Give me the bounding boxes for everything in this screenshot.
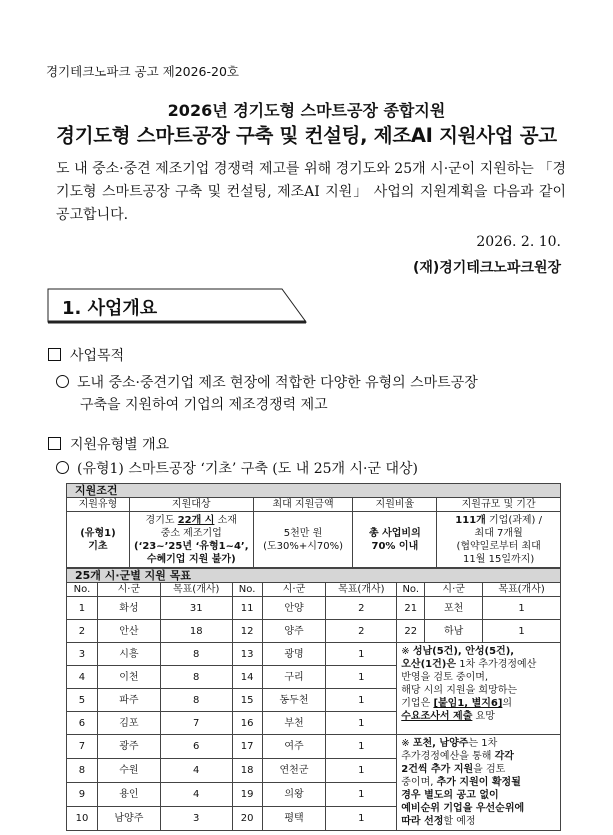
overview-subheading: (유형1) 스마트공장 ‘기초’ 구축 (도 내 25개 시·군 대상) <box>56 458 418 480</box>
goals-table <box>66 568 561 831</box>
header-cell: 지원규모 및 기간 <box>437 498 561 512</box>
table-row: 9 용인 4 19 의왕 1 <box>67 783 561 807</box>
circle-bullet-icon <box>56 461 69 474</box>
announcement-date: 2026. 2. 10. <box>476 234 561 250</box>
note-1: ※ 성남(5건), 안성(5건), 오산(1건)은 1차 추가경정예산 반영을 검토 중이며, 해당 시의 지원을 희망하는 기업은 [붙임1, 별지6]의 수요조사서 제출 요망 <box>397 643 561 735</box>
header-cell: 지원유형 <box>67 498 130 512</box>
circle-bullet-icon <box>56 375 69 388</box>
page-title: 경기도형 스마트공장 구축 및 컨설팅, 제조AI 지원사업 공고 <box>56 124 557 147</box>
conditions-table <box>66 483 561 568</box>
table-row: 6 김포 7 16 부천 1 <box>67 712 561 735</box>
section-title: 1. 사업개요 <box>62 298 158 319</box>
issuer: (재)경기테크노파크원장 <box>412 260 561 276</box>
support-target-cell: 경기도 22개 시 소재 중소 제조기업 (‘23~’25년 ‘유형1~4’, 수혜기업 지원 불가) <box>129 512 253 568</box>
table-row: 8 수원 4 18 연천군 1 <box>67 759 561 783</box>
header-cell: No. <box>67 583 98 597</box>
conditions-title: 지원조건 <box>67 484 561 498</box>
header-cell: No. <box>397 583 425 597</box>
header-cell: No. <box>232 583 262 597</box>
table-row: 7 광주 6 17 여주 1 ※ 포천, 남양주는 1차 추가경정예산을 통해 각각 2건씩 추가 지원을 검토 중이며, 추가 지원이 확정될 경우 별도의 공고 없이 예비순위 기업을 우선순위에 따라 선정할 예정 <box>67 735 561 759</box>
note-2: ※ 포천, 남양주는 1차 추가경정예산을 통해 각각 2건씩 추가 지원을 검토 중이며, 추가 지원이 확정될 경우 별도의 공고 없이 예비순위 기업을 우선순위에 따라 선정할 예정 <box>397 735 561 831</box>
header-cell: 지원비율 <box>353 498 437 512</box>
table-row: 5 파주 8 15 동두천 1 <box>67 689 561 712</box>
support-ratio-cell: 총 사업비의 70% 이내 <box>353 512 437 568</box>
header-cell: 지원대상 <box>129 498 253 512</box>
table-row: 1 화성 31 11 안양 2 21 포천 1 <box>67 597 561 620</box>
header-cell: 시·군 <box>425 583 483 597</box>
section-header <box>46 288 308 324</box>
header-cell: 시·군 <box>97 583 160 597</box>
max-amount-cell: 5천만 원 (도30%+시70%) <box>253 512 353 568</box>
header-cell: 목표(개사) <box>483 583 561 597</box>
header-cell: 목표(개사) <box>326 583 397 597</box>
table-row: 4 이천 8 14 구리 1 <box>67 666 561 689</box>
purpose-heading: 사업목적 <box>48 345 124 365</box>
intro-paragraph: 도 내 중소·중견 제조기업 경쟁력 제고를 위해 경기도와 25개 시·군이 지원하는 「경기도형 스마트공장 구축 및 컨설팅, 제조AI 지원」 사업의 지원계획을 다음과 같이 공고합니다. <box>56 161 566 223</box>
table-row: 2 안산 18 12 양주 2 22 하남 1 <box>67 620 561 643</box>
square-bullet-icon <box>48 348 61 361</box>
scale-period-cell: 111개 기업(과제) / 최대 7개월 (협약일로부터 최대 11월 15일까지) <box>437 512 561 568</box>
header-cell: 최대 지원금액 <box>253 498 353 512</box>
square-bullet-icon <box>48 437 61 450</box>
overview-heading: 지원유형별 개요 <box>48 434 169 454</box>
header-cell: 목표(개사) <box>160 583 232 597</box>
table-row: 3 시흥 8 13 광명 1 ※ 성남(5건), 안성(5건), 오산(1건)은 1차 추가경정예산 반영을 검토 중이며, 해당 시의 지원을 희망하는 기업은 [붙임1, 별지6]의 수요조사서 제출 요망 <box>67 643 561 666</box>
goals-title: 25개 시·군별 지원 목표 <box>67 569 561 583</box>
purpose-item: 도내 중소·중견기업 제조 현장에 적합한 다양한 유형의 스마트공장 구축을 지원하여 기업의 제조경쟁력 제고 <box>56 372 576 416</box>
title-line-1: 2026년 경기도형 스마트공장 종합지원 <box>167 101 446 120</box>
support-type-cell: (유형1) 기초 <box>67 512 130 568</box>
header-cell: 시·군 <box>262 583 326 597</box>
notice-number: 경기테크노파크 공고 제2026-20호 <box>46 64 240 79</box>
table-row: 10 남양주 3 20 평택 1 <box>67 807 561 831</box>
